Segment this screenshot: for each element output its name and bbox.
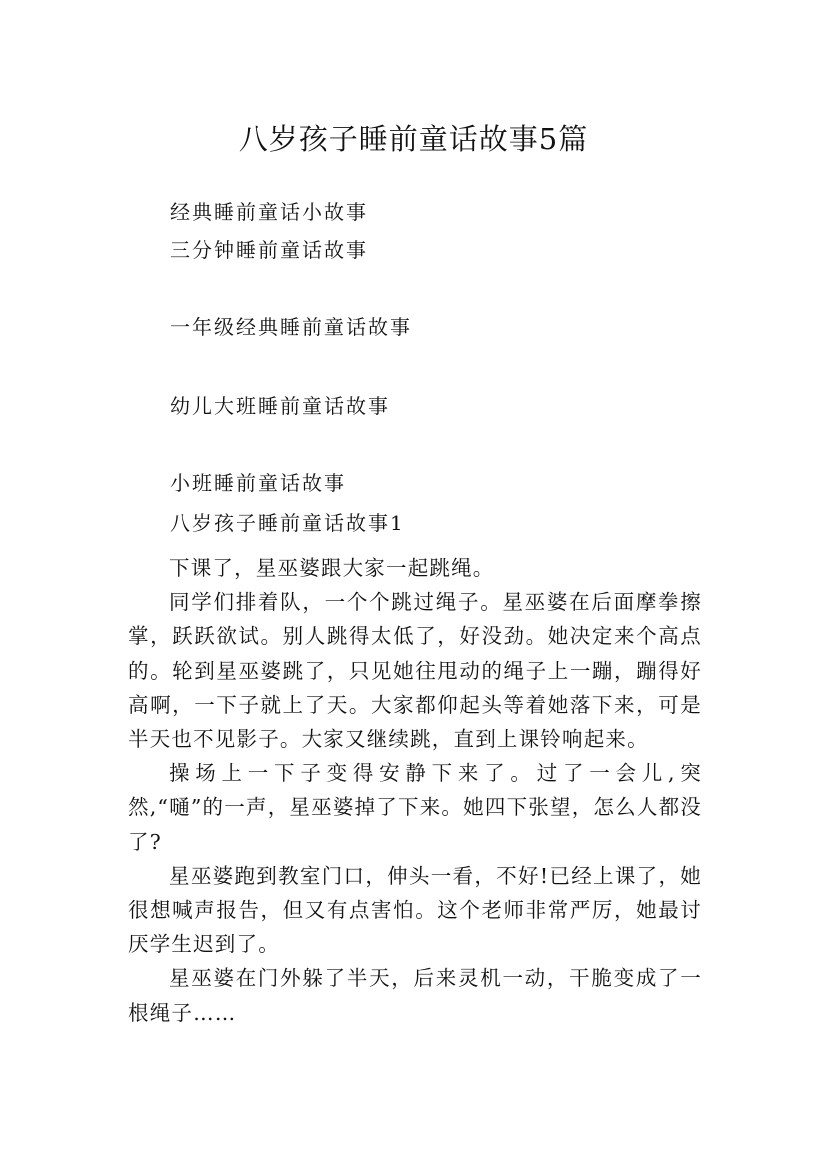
story-paragraph: 星巫婆在门外躲了半天，后来灵机一动，干脆变成了一根绳子……: [128, 966, 702, 1025]
story-paragraph: 星巫婆跑到教室门口，伸头一看，不好!已经上课了，她很想喊声报告，但又有点害怕。这个老师非常严厉，她最讨厌学生迟到了。: [128, 863, 702, 957]
toc-entry-three-minute-stories: 三分钟睡前童话故事: [170, 238, 368, 262]
document-title: 八岁孩子睡前童话故事5篇: [238, 122, 589, 157]
story-paragraph: 操场上一下子变得安静下来了。过了一会儿,突然,“嗵”的一声，星巫婆掉了下来。她四下张望，怎么人都没了?: [128, 761, 702, 854]
story-body: [128, 551, 702, 1030]
toc-entry-kindergarten-junior-stories: 小班睡前童话故事: [170, 471, 346, 495]
story-paragraph: 同学们排着队，一个个跳过绳子。星巫婆在后面摩拳擦掌，跃跃欲试。别人跳得太低了，好没劲。她决定来个高点的。轮到星巫婆跳了，只见她往甩动的绳子上一蹦，蹦得好高啊，一下子就上了天。大家都仰起头等着她落下来，可是半天也不见影子。大家又继续跳，直到上课铃响起来。: [128, 590, 702, 752]
toc-entry-kindergarten-senior-stories: 幼儿大班睡前童话故事: [170, 394, 390, 418]
toc-entry-classic-stories: 经典睡前童话小故事: [170, 200, 368, 224]
toc-entry-first-grade-stories: 一年级经典睡前童话故事: [170, 315, 412, 339]
story-paragraph: 下课了，星巫婆跟大家一起跳绳。: [169, 556, 495, 580]
section-heading-story-1: 八岁孩子睡前童话故事1: [170, 511, 405, 535]
